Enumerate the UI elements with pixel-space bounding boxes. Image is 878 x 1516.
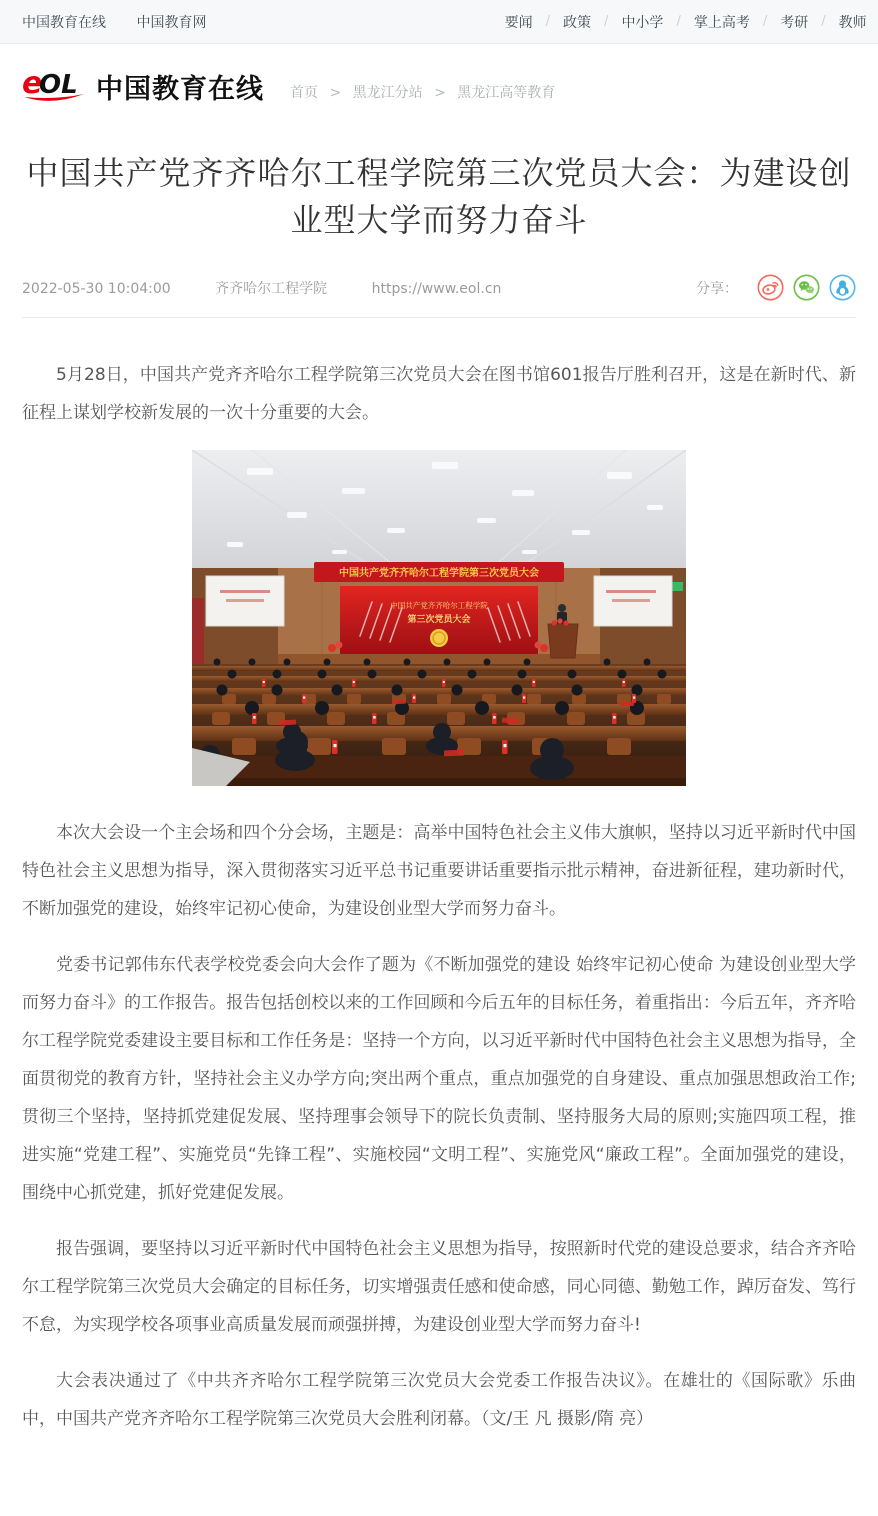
speaker-head (558, 604, 566, 612)
nav-item-kaoyan[interactable]: 考研 (780, 14, 809, 31)
svg-text:e: e (22, 66, 43, 101)
photo-audience (192, 659, 686, 787)
link-edu-net[interactable]: 中国教育网 (136, 14, 207, 31)
nav-item-k12[interactable]: 中小学 (621, 14, 664, 31)
nav-separator: / (604, 14, 609, 29)
breadcrumb-separator: > (329, 85, 342, 101)
nav-item-news[interactable]: 要闻 (504, 14, 533, 31)
paragraph: 本次大会设一个主会场和四个分会场，主题是：高举中国特色社会主义伟大旗帜，坚持以习近平新时代中国特色社会主义思想为指导，深入贯彻落实习近平总书记重要讲话重要指示批示精神，奋进新征程，建功新时代，不断加强党的建设，始终牢记初心使命，为建设创业型大学而努力奋斗。 (22, 823, 856, 919)
nav-separator: / (676, 14, 681, 29)
paragraph: 党委书记郭伟东代表学校党委会向大会作了题为《不断加强党的建设 始终牢记初心使命 为建设创业型大学而努力奋斗》的工作报告。报告包括创校以来的工作回顾和今后五年的目标任务，着重指出：今后五年，齐齐哈尔工程学院党委建设主要目标和工作任务是：坚持一个方向，以习近平新时代中国特色社会主义思想为指导，全面贯彻党的教育方针，坚持社会主义办学方向;突出两个重点，重点加强党的自身建设、重点加强思想政治工作;贯彻三个坚持，坚持抓党建促发展、坚持理事会领导下的院长负责制、坚持服务大局的原则;实施四项工程，推进实施“党建工程”、实施党员“先锋工程”、实施校园“文明工程”、实施党风“廉政工程”。全面加强党的建设，围绕中心抓党建，抓好党建促发展。 (22, 955, 856, 1203)
link-eol-home[interactable]: 中国教育在线 (22, 14, 106, 31)
article-body (0, 318, 878, 1516)
share-bar (696, 274, 856, 301)
article-source-url: https://www.eol.cn (371, 280, 502, 297)
site-header (0, 44, 878, 124)
breadcrumb (290, 82, 555, 106)
qq-share-icon[interactable] (829, 274, 856, 301)
breadcrumb-category[interactable]: 黑龙江高等教育 (457, 85, 556, 101)
nav-separator: / (762, 14, 768, 29)
nav-item-teacher[interactable]: 教师 (838, 14, 867, 31)
eol-logo-text: 中国教育在线 (96, 73, 264, 105)
eol-logo-icon (22, 66, 86, 106)
nav-separator: / (821, 14, 826, 29)
breadcrumb-separator: > (434, 85, 446, 101)
topbar-nav (505, 12, 878, 32)
eol-logo[interactable] (22, 66, 264, 106)
wechat-share-icon[interactable] (793, 274, 820, 301)
article-meta (22, 274, 856, 301)
paragraph: 大会表决通过了《中共齐齐哈尔工程学院第三次党员大会党委工作报告决议》。在雄壮的《国际歌》乐曲中，中国共产党齐齐哈尔工程学院第三次党员大会胜利闭幕。（文/王 凡 摄影/隋 亮） (22, 1371, 856, 1429)
photo-stage-screen (340, 586, 538, 654)
share-label: 分享： (696, 280, 738, 297)
breadcrumb-home[interactable]: 首页 (290, 85, 318, 101)
photo-banner (314, 562, 564, 582)
svg-text:OL: OL (39, 70, 78, 100)
weibo-share-icon[interactable] (757, 274, 784, 301)
conference-photo (192, 450, 686, 786)
photo-screen-line2: 第三次党员大会 (407, 615, 471, 625)
article-meta-left (22, 278, 541, 298)
publish-time: 2022-05-30 10:04:00 (22, 280, 171, 297)
topbar-site-links (22, 12, 232, 32)
photo-screen-line1: 中国共产党齐齐哈尔工程学院 (390, 601, 488, 610)
paragraph: 报告强调，要坚持以习近平新时代中国特色社会主义思想为指导，按照新时代党的建设总要求，结合齐齐哈尔工程学院第三次党员大会确定的目标任务，切实增强责任感和使命感，同心同德、勤勉工作，踔厉奋发、笃行不怠，为实现学校各项事业高质量发展而顽强拼搏，为建设创业型大学而努力奋斗! (22, 1239, 856, 1335)
page-title: 中国共产党齐齐哈尔工程学院第三次党员大会：为建设创业型大学而努力奋斗 (26, 154, 852, 239)
nav-item-policy[interactable]: 政策 (563, 14, 592, 31)
nav-item-gaokao[interactable]: 掌上高考 (693, 14, 750, 31)
photo-banner-text: 中国共产党齐齐哈尔工程学院第三次党员大会 (339, 568, 539, 579)
top-utility-bar (0, 0, 878, 44)
nav-separator: / (545, 14, 551, 29)
article-source: 齐齐哈尔工程学院 (215, 280, 328, 297)
breadcrumb-branch[interactable]: 黑龙江分站 (352, 85, 423, 101)
podium (548, 624, 578, 658)
paragraph: 5月28日，中国共产党齐齐哈尔工程学院第三次党员大会在图书馆601报告厅胜利召开，这是在新时代、新征程上谋划学校新发展的一次十分重要的大会。 (22, 365, 856, 423)
